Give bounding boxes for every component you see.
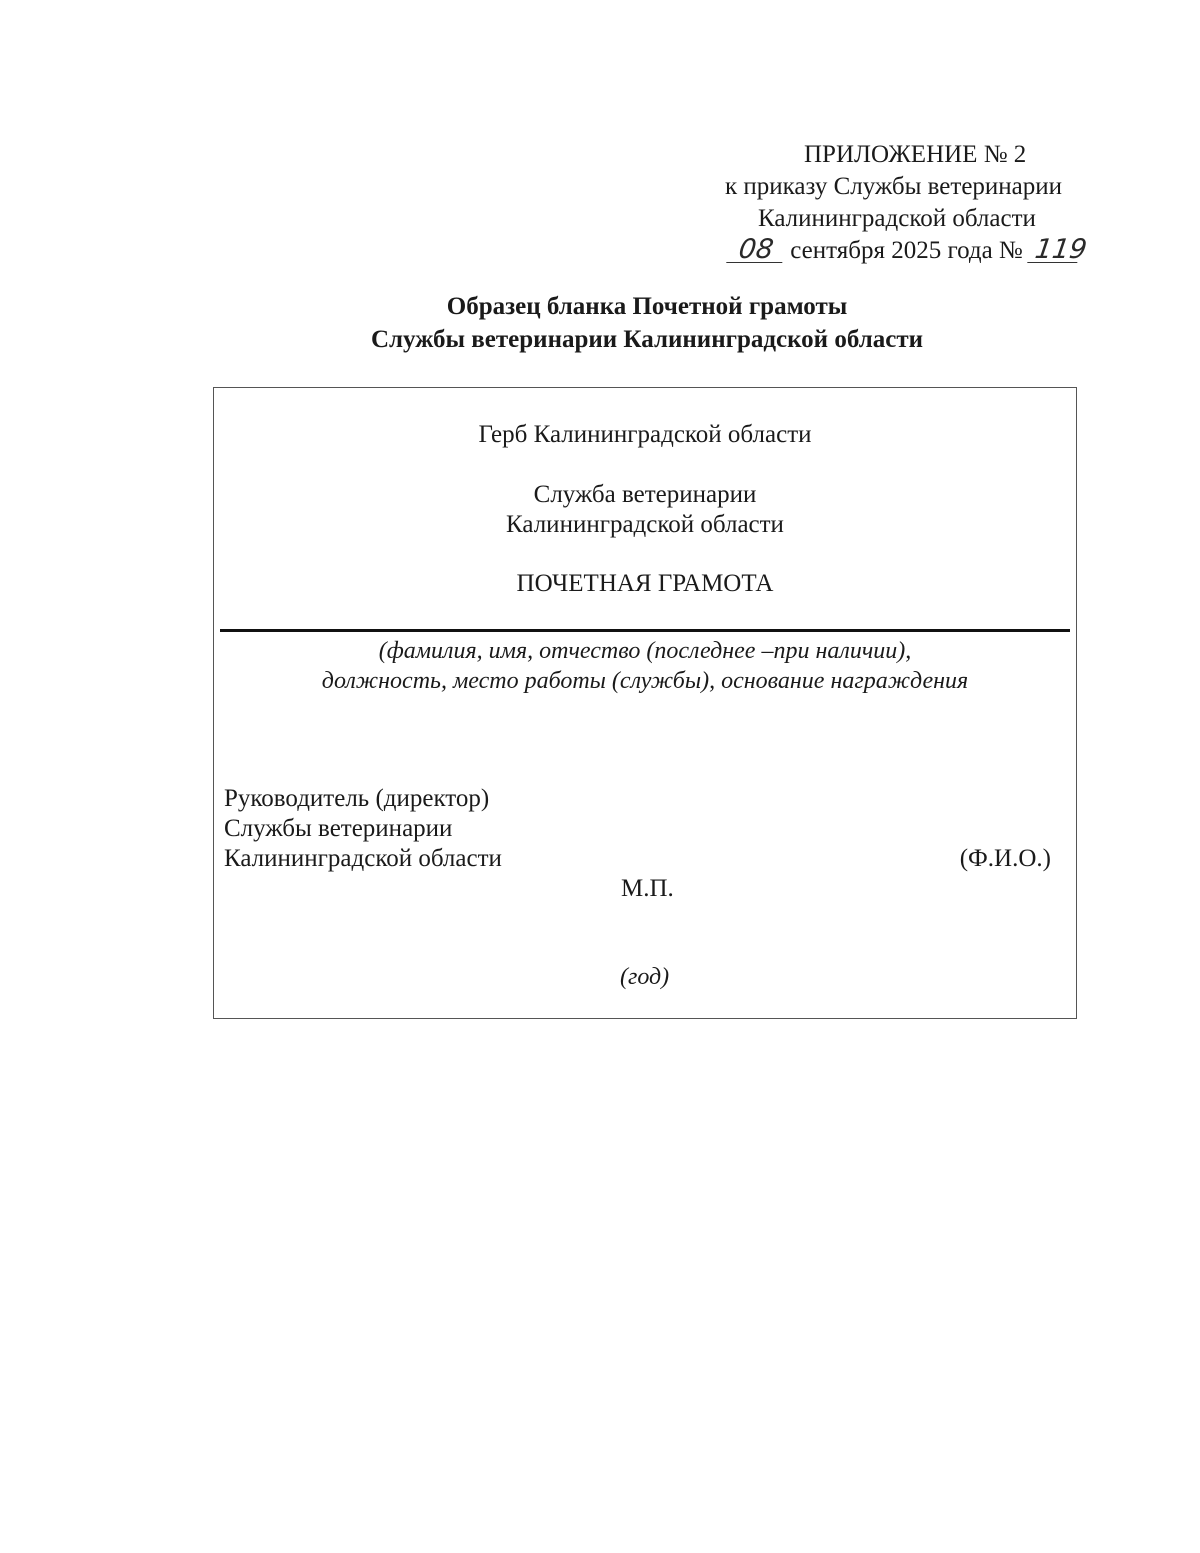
service-name: [214, 480, 1076, 540]
recipient-underline: [220, 629, 1070, 632]
coat-of-arms-placeholder: Герб Калининградской области: [478, 421, 812, 448]
year-placeholder: (год): [620, 964, 670, 990]
signer-organization: Службы ветеринарии: [224, 815, 453, 842]
signer-block: [224, 784, 502, 874]
document-title-line-1: Образец бланка Почетной грамоты: [446, 293, 848, 320]
appendix-order-reference: к приказу Службы ветеринарии: [725, 173, 1063, 200]
signer-position: Руководитель (директор): [224, 785, 490, 812]
recipient-hint: [214, 636, 1076, 696]
document-title: [0, 290, 1200, 356]
appendix-region: Калининградской области: [758, 205, 1036, 232]
service-name-line-1: Служба ветеринарии: [533, 481, 757, 508]
appendix-heading: ПРИЛОЖЕНИЕ № 2: [804, 141, 1027, 168]
certificate-form-box: [213, 387, 1077, 1019]
signer-full-name-placeholder: (Ф.И.О.): [959, 845, 1051, 872]
handwritten-day: 08: [726, 238, 786, 263]
appendix-date-text: сентября 2025 года №: [790, 237, 1023, 264]
award-title: ПОЧЕТНАЯ ГРАМОТА: [516, 570, 774, 597]
appendix-date-line: [700, 235, 1100, 267]
appendix-block: [700, 139, 1100, 267]
document-title-line-2: Службы ветеринарии Калининградской области: [370, 326, 924, 353]
recipient-hint-line-1: (фамилия, имя, отчество (последнее –при наличии),: [378, 638, 912, 664]
signer-region: Калининградской области: [224, 845, 502, 872]
recipient-hint-line-2: должность, место работы (службы), основание награждения: [321, 668, 969, 694]
service-name-line-2: Калининградской области: [506, 511, 784, 538]
handwritten-order-number: 119: [1027, 238, 1081, 263]
stamp-place: М.П.: [621, 875, 674, 902]
